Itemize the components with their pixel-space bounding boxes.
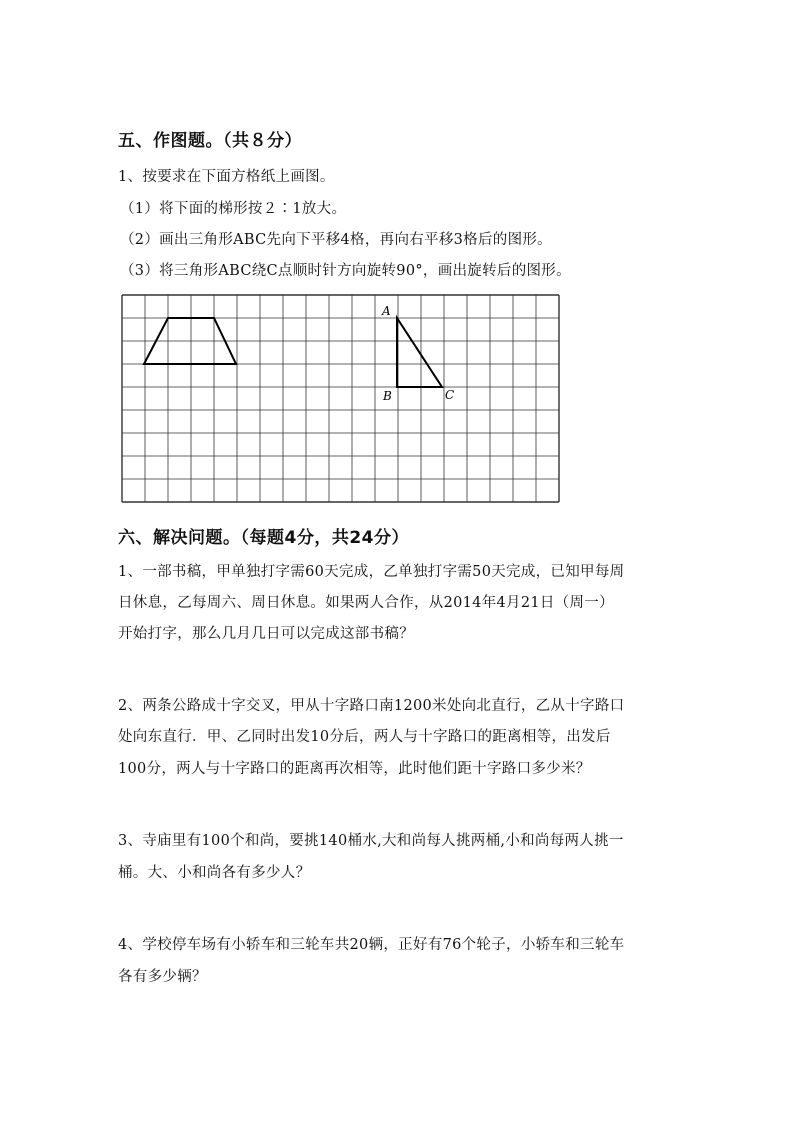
grid-figure <box>120 294 560 508</box>
section-6-question-3-line-1: 3、寺庙里有100个和尚，要挑140桶水,大和尚每人挑两桶,小和尚每两人挑一 <box>118 833 624 849</box>
section-6-question-4-line-1: 4、学校停车场有小轿车和三轮车共20辆，正好有76个轮子，小轿车和三轮车 <box>118 937 625 953</box>
section-6-question-3-line-2: 桶。大、小和尚各有多少人？ <box>118 865 311 881</box>
section-6-question-4-line-2: 各有多少辆？ <box>118 969 207 985</box>
section-6-title: 六、解决问题。（每题4分，共24分） <box>118 528 409 548</box>
section-5-title: 五、作图题。（共８分） <box>118 131 302 151</box>
point-label-a: A <box>382 304 391 318</box>
section-6-question-1-line-2: 日休息，乙每周六、周日休息。如果两人合作，从2014年4月21日（周一） <box>118 595 614 611</box>
section-5-question-1-part-2: （2）画出三角形ABC先向下平移4格，再向右平移3格后的图形。 <box>120 232 552 248</box>
section-6-question-1-line-1: 1、一部书稿，甲单独打字需60天完成，乙单独打字需50天完成，已知甲每周 <box>118 564 625 580</box>
section-6-question-2-line-2: 处向东直行．甲、乙同时出发10分后，两人与十字路口的距离相等，出发后 <box>118 729 611 745</box>
section-5-question-1-intro: 1、按要求在下面方格纸上画图。 <box>118 169 335 185</box>
point-label-c: C <box>445 388 455 402</box>
section-6-question-2-line-1: 2、两条公路成十字交叉，甲从十字路口南1200米处向北直行，乙从十字路口 <box>118 698 625 714</box>
grid-lines <box>122 295 559 502</box>
grid-paper <box>120 294 560 508</box>
triangle-abc-shape <box>397 318 442 387</box>
section-5-question-1-part-3: （3）将三角形ABC绕C点顺时针方向旋转90°，画出旋转后的图形。 <box>120 263 571 279</box>
section-6-question-1-line-3: 开始打字，那么几月几日可以完成这部书稿？ <box>118 626 414 642</box>
point-label-b: B <box>383 389 392 403</box>
section-6-question-2-line-3: 100分，两人与十字路口的距离再次相等，此时他们距十字路口多少米？ <box>118 761 591 777</box>
section-5-question-1-part-1: （1）将下面的梯形按２∶1放大。 <box>120 201 347 217</box>
